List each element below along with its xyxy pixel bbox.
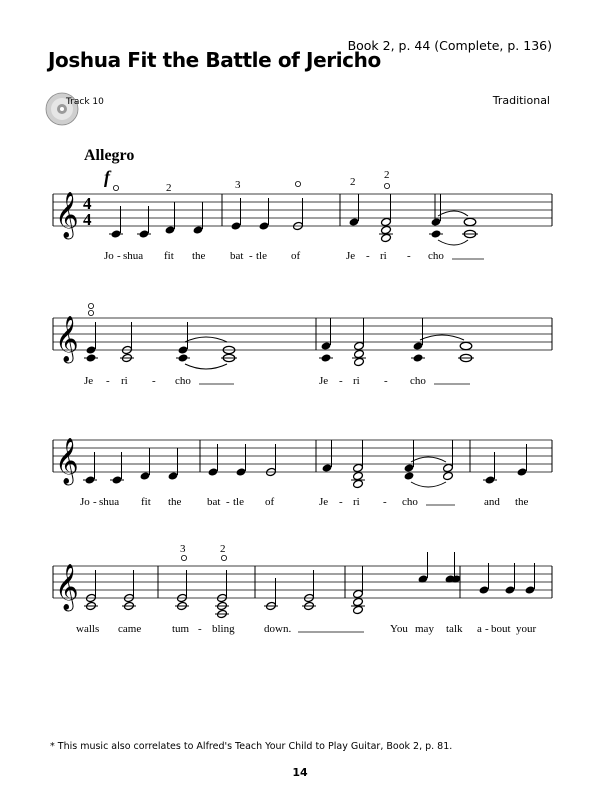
song-title: Joshua Fit the Battle of Jericho [48, 48, 381, 72]
time-signature-bottom: 4 [83, 210, 92, 229]
lyric: - [106, 375, 110, 387]
lyric: came [118, 623, 142, 635]
lyric: the [515, 496, 529, 508]
lyric: your [516, 623, 537, 635]
lyric: the [168, 496, 182, 508]
lyric: Je [84, 375, 94, 387]
treble-clef: 𝄞 [55, 316, 79, 362]
lyric: cho [402, 496, 418, 508]
track-label: Track 10 [66, 97, 104, 107]
lyric: tle [233, 496, 244, 508]
lyric: ri [121, 375, 128, 387]
lyric: fit [164, 250, 174, 262]
lyric: - [383, 496, 387, 508]
lyric: bout [491, 623, 511, 635]
lyric: cho [410, 375, 426, 387]
fingering: 2 [384, 169, 390, 181]
dynamic-forte: f [104, 167, 110, 187]
lyric: - [226, 496, 230, 508]
lyric: bat [207, 496, 221, 508]
lyric: Jo [104, 250, 114, 262]
time-signature-top: 4 [83, 194, 92, 213]
tempo-marking: Allegro [84, 147, 135, 164]
lyric: - [384, 375, 388, 387]
lyric: - [152, 375, 156, 387]
lyric: You [390, 623, 408, 635]
lyric: tum [172, 623, 190, 635]
lyric: Je [346, 250, 356, 262]
fingering: 3 [235, 179, 241, 191]
lyric: ri [353, 496, 360, 508]
lyric: - [339, 496, 343, 508]
lyric: may [415, 623, 434, 635]
lyric: cho [175, 375, 191, 387]
treble-clef: 𝄞 [55, 192, 79, 238]
lyric: of [265, 496, 275, 508]
staff-system-4 [53, 543, 552, 635]
lyric: the [192, 250, 206, 262]
fingering: 2 [220, 543, 226, 555]
fingering: 2 [350, 176, 356, 188]
lyric: - [485, 623, 489, 635]
lyric: Je [319, 375, 329, 387]
treble-clef: 𝄞 [55, 438, 79, 484]
treble-clef: 𝄞 [55, 564, 79, 610]
lyric: - [117, 250, 121, 262]
lyric: Je [319, 496, 329, 508]
lyric: tle [256, 250, 267, 262]
lyric: a [477, 623, 482, 635]
lyric: - [339, 375, 343, 387]
attribution: Traditional [492, 94, 550, 107]
lyric: - [407, 250, 411, 262]
lyric: talk [446, 623, 463, 635]
lyric: and [484, 496, 500, 508]
book-reference: Book 2, p. 44 (Complete, p. 136) [347, 38, 552, 53]
lyric: ri [380, 250, 387, 262]
lyric: bling [212, 623, 235, 635]
lyric: shua [99, 496, 120, 508]
staff-system-1 [53, 167, 552, 262]
lyric: - [249, 250, 253, 262]
lyric: cho [428, 250, 444, 262]
page-number: 14 [292, 766, 308, 779]
lyric: - [198, 623, 202, 635]
footnote: * This music also correlates to Alfred's Teach Your Child to Play Guitar, Book 2, p. 81. [50, 741, 453, 752]
lyric: shua [123, 250, 144, 262]
lyric: - [93, 496, 97, 508]
lyric: fit [141, 496, 151, 508]
fingering: 3 [180, 543, 186, 555]
staff-system-2 [53, 303, 552, 387]
lyric: down. [264, 623, 292, 635]
lyric: walls [76, 623, 100, 635]
staff-system-3 [53, 438, 552, 508]
lyric: Jo [80, 496, 90, 508]
fingering: 2 [166, 182, 172, 194]
lyric: ri [353, 375, 360, 387]
lyric: bat [230, 250, 244, 262]
lyric: of [291, 250, 301, 262]
lyric: - [366, 250, 370, 262]
